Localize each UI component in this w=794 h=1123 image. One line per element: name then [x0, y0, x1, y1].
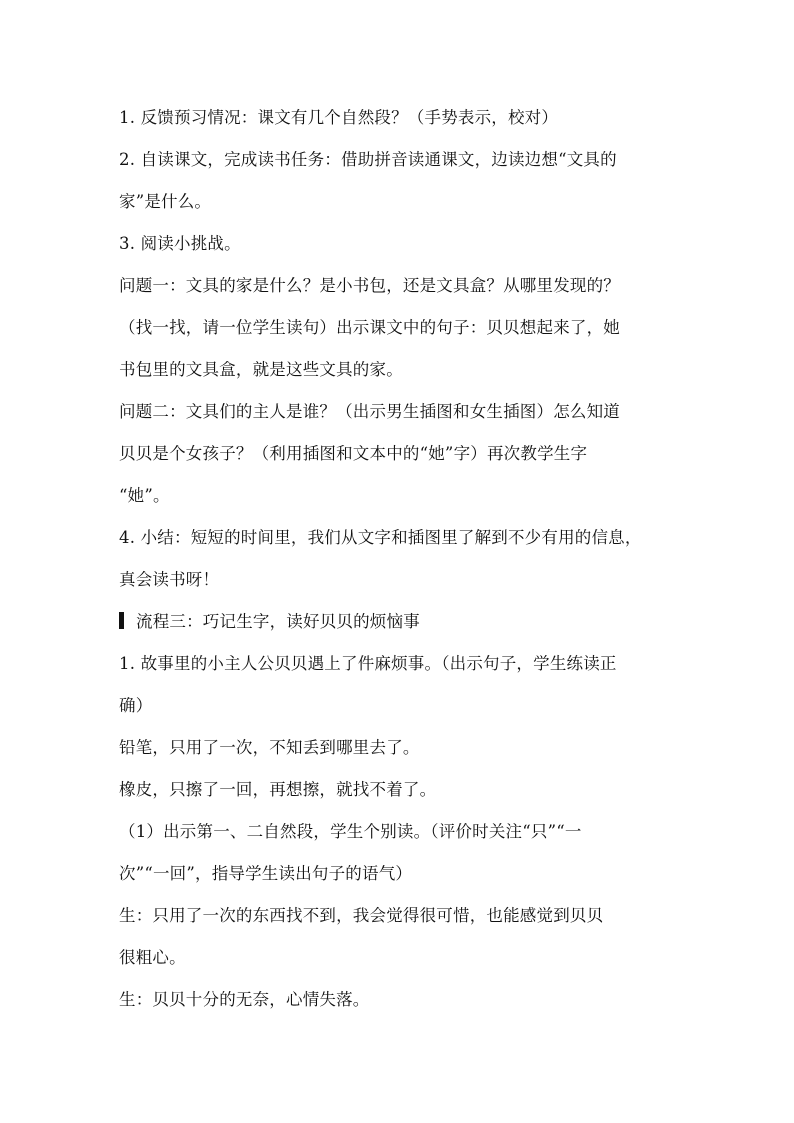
text-line-eraser-sentence: 橡皮，只擦了一回，再想擦，就找不着了。 [119, 780, 437, 799]
text-line-self-read-cont: 家”是什么。 [119, 192, 212, 211]
text-line-summary-end: 真会读书呀！ [119, 570, 220, 589]
text-line-step-one: （1）出示第一、二自然段，学生个别读。（评价时关注“只”“一 [119, 822, 582, 841]
text-line-question-two-cont: 贝贝是个女孩子？（利用插图和文本中的“她”字）再次教学生字 [119, 444, 588, 463]
text-line-self-read: 2. 自读课文，完成读书任务：借助拼音读通课文，边读边想“文具的 [119, 150, 617, 169]
text-line-student-response-two: 生：贝贝十分的无奈，心情失落。 [119, 990, 370, 1009]
text-line-story-trouble-end: 确） [119, 696, 153, 715]
text-line-question-one-cont: （找一找，请一位学生读句）出示课文中的句子：贝贝想起来了，她 [119, 318, 620, 337]
text-line-student-response-one: 生：只用了一次的东西找不到，我会觉得很可惜，也能感觉到贝贝 [119, 906, 604, 925]
section-heading-text: 流程三：巧记生字，读好贝贝的烦恼事 [136, 612, 420, 631]
text-line-feedback-preview: 1. 反馈预习情况：课文有几个自然段？（手势表示，校对） [119, 108, 559, 127]
text-line-pencil-sentence: 铅笔，只用了一次，不知丢到哪里去了。 [119, 738, 420, 757]
text-line-step-one-cont: 次”“一回”，指导学生读出句子的语气） [119, 864, 413, 883]
text-line-student-response-one-end: 很粗心。 [119, 948, 186, 967]
text-line-question-one: 问题一：文具的家是什么？是小书包，还是文具盒？从哪里发现的？ [119, 276, 620, 295]
heading-bar-icon [119, 612, 124, 629]
text-line-reading-challenge: 3. 阅读小挑战。 [119, 234, 241, 253]
text-line-summary: 4. 小结：短短的时间里，我们从文字和插图里了解到不少有用的信息， [119, 528, 642, 547]
text-line-question-two: 问题二：文具们的主人是谁？（出示男生插图和女生插图）怎么知道 [119, 402, 620, 421]
text-line-question-two-end: “她”。 [119, 486, 170, 505]
text-line-question-one-end: 书包里的文具盒，就是这些文具的家。 [119, 360, 403, 379]
section-heading-process-three [119, 612, 689, 632]
text-line-story-trouble: 1. 故事里的小主人公贝贝遇上了件麻烦事。（出示句子，学生练读正 [119, 654, 617, 673]
